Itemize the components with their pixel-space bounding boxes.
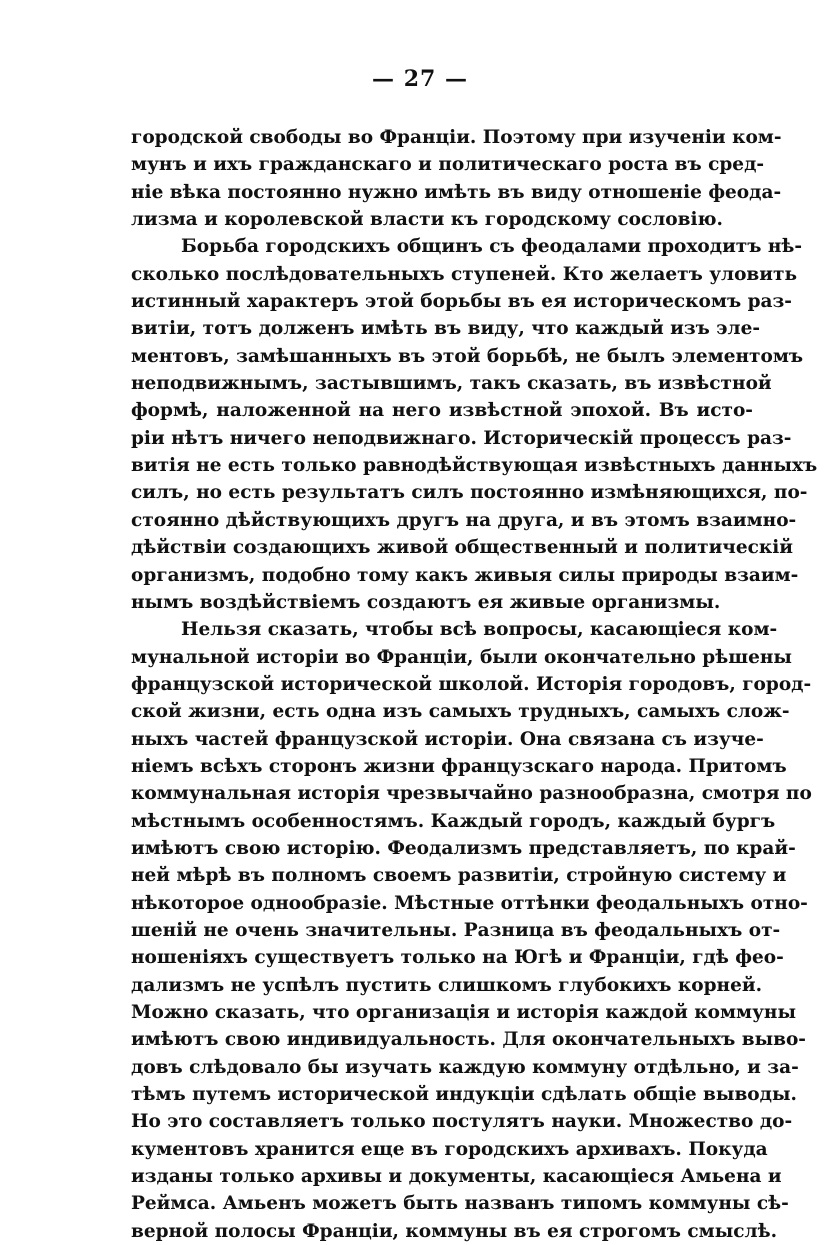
text-line: верной полосы Франціи, коммуны въ ея строгомъ смыслѣ. — [131, 1220, 778, 1242]
text-line: формѣ, наложенной на него извѣстной эпохой. Въ исто- — [131, 400, 753, 422]
text-line: организмъ, подобно тому какъ живыя силы природы взаим- — [131, 564, 799, 586]
text-line: Реймса. Амьенъ можетъ быть названъ типомъ коммуны сѣ- — [131, 1193, 789, 1215]
text-line: мунальной исторіи во Франціи, были окончательно рѣшены — [131, 646, 792, 668]
text-line: изданы только архивы и документы, касающіеся Амьена и — [131, 1166, 782, 1188]
body-text — [131, 124, 818, 1245]
text-line: истинный характеръ этой борьбы въ ея историческомъ раз- — [131, 291, 792, 313]
text-line: тѣмъ путемъ исторической индукціи сдѣлать общіе выводы. — [131, 1084, 797, 1106]
text-line: ріи нѣтъ ничего неподвижнаго. Историческій процессъ раз- — [131, 427, 792, 449]
text-line: ской жизни, есть одна изъ самыхъ трудныхъ, самыхъ слож- — [131, 701, 790, 723]
text-line: кументовъ хранится еще въ городскихъ архивахъ. Покуда — [131, 1138, 768, 1160]
text-line: стоянно дѣйствующихъ другъ на друга, и въ этомъ взаимно- — [131, 509, 797, 531]
paragraph — [131, 233, 818, 616]
text-line: ментовъ, замѣшанныхъ въ этой борьбѣ, не былъ элементомъ — [131, 345, 804, 367]
text-line: силъ, но есть результатъ силъ постоянно измѣняющихся, по- — [131, 482, 808, 504]
text-line: Но это составляетъ только постулятъ науки. Множество до- — [131, 1111, 793, 1133]
text-line: городской свободы во Франціи. Поэтому при изученіи ком- — [131, 127, 782, 148]
text-line: шеній не очень значительны. Разница въ феодальныхъ от- — [131, 919, 781, 941]
text-line: довъ слѣдовало бы изучать каждую коммуну отдѣльно, и за- — [131, 1056, 799, 1078]
text-line: дализмъ не успѣлъ пустить слишкомъ глубокихъ корней. — [131, 974, 763, 996]
text-line: ніемъ всѣхъ сторонъ жизни французскаго народа. Притомъ — [131, 755, 787, 777]
text-line: витія не есть только равнодѣйствующая извѣстныхъ данныхъ — [131, 455, 818, 477]
text-line: ныхъ частей французской исторіи. Она связана съ изуче- — [131, 728, 764, 750]
text-line: витіи, тотъ долженъ имѣть въ виду, что каждый изъ эле- — [131, 318, 761, 340]
text-line: Борьба городскихъ общинъ съ феодалами проходитъ нѣ- — [181, 236, 803, 258]
text-line: ней мѣрѣ въ полномъ своемъ развитіи, стройную систему и — [131, 865, 787, 887]
text-line: имѣютъ свою индивидуальность. Для окончательныхъ выво- — [131, 1029, 806, 1051]
text-line: нѣкоторое однообразіе. Мѣстные оттѣнки феодальныхъ отно- — [131, 892, 808, 914]
text-line: лизма и королевской власти къ городскому сословію. — [131, 209, 723, 231]
text-line: неподвижнымъ, застывшимъ, такъ сказать, въ извѣстной — [131, 373, 772, 395]
text-line: дѣйствіи создающихъ живой общественный и политическій — [131, 537, 793, 559]
text-line: Нельзя сказать, чтобы всѣ вопросы, касающіеся ком- — [181, 619, 778, 641]
paragraph — [131, 616, 812, 1245]
text-line: мунъ и ихъ гражданскаго и политическаго роста въ сред- — [131, 154, 765, 176]
text-line: имѣютъ свою исторію. Феодализмъ представляетъ, по край- — [131, 837, 796, 859]
text-line: ношеніяхъ существуетъ только на Югѣ и Франціи, гдѣ фео- — [131, 947, 784, 969]
text-line: нымъ воздѣйствіемъ создаютъ ея живые организмы. — [131, 591, 721, 613]
text-line: Можно сказать, что организація и исторія каждой коммуны — [131, 1002, 797, 1023]
text-line: коммунальная исторія чрезвычайно разнообразна, смотря по — [131, 783, 812, 805]
page-number: — 27 — — [372, 66, 468, 92]
text-line: французской исторической школой. Исторія городовъ, город- — [131, 673, 812, 695]
text-line: сколько послѣдовательныхъ ступеней. Кто желаетъ уловить — [131, 263, 798, 285]
text-line: ніе вѣка постоянно нужно имѣть въ виду отношеніе феода- — [131, 181, 782, 203]
text-line: мѣстнымъ особенностямъ. Каждый городъ, каждый бургъ — [131, 810, 776, 832]
paragraph — [131, 124, 782, 233]
